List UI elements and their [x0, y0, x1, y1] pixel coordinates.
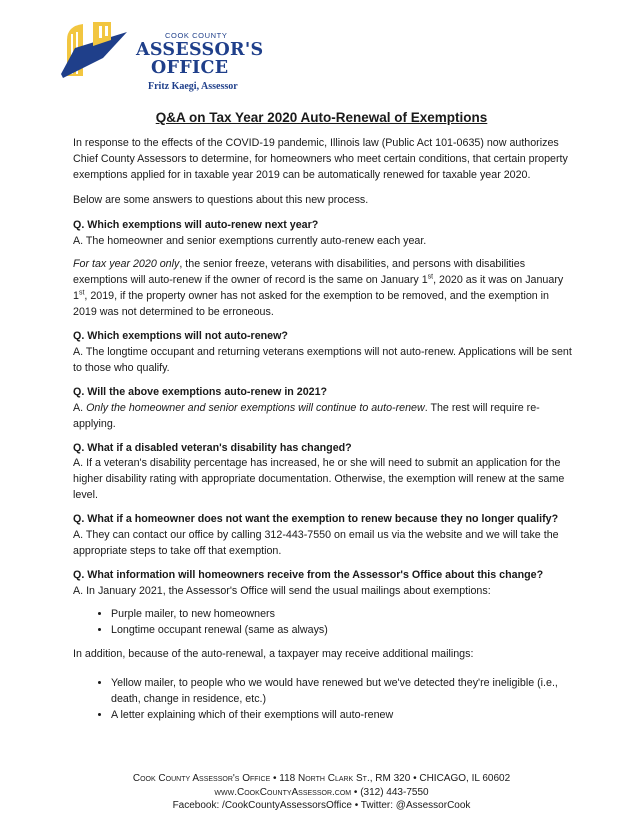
- list-item: • Purple mailer, to new homeowners: [111, 607, 573, 623]
- assessor-logo: [57, 18, 264, 96]
- footer-address: Cook County Assessor's Office • 118 North Clark St., RM 320 • CHICAGO, IL 60602: [132, 773, 511, 784]
- addition-paragraph: In addition, because of the auto-renewal, a taxpayer may receive additional mailings:: [73, 648, 474, 661]
- answer-1: A. The homeowner and senior exemptions currently auto-renew each year.: [73, 234, 427, 247]
- footer-social: Facebook: /CookCountyAssessorsOffice • Twitter: @AssessorCook: [172, 800, 471, 811]
- question-3: Q. Will the above exemptions auto-renew in 2021?: [73, 385, 328, 398]
- answer-3: A. Only the homeowner and senior exemptions will continue to auto-renew. The rest will require re-applying.: [73, 401, 540, 430]
- document-body: [73, 136, 573, 733]
- footer-website-phone: www.CookCountyAssessor.com • (312) 443-7550: [214, 786, 429, 798]
- list-item: • Longtime occupant renewal (same as always): [111, 623, 573, 639]
- question-6: Q. What information will homeowners receive from the Assessor's Office about this change?: [73, 568, 544, 581]
- question-5: Q. What if a homeowner does not want the exemption to renew because they no longer qualify?: [73, 513, 559, 526]
- below-paragraph: Below are some answers to questions about this new process.: [73, 193, 369, 206]
- building-logo-icon: [57, 18, 137, 80]
- answer-4: A. If a veteran's disability percentage has increased, he or she will need to submit an application for the higher disability rating with appropriate documentation. Otherwise, the exemption will renew at the same level.: [73, 457, 565, 502]
- answer-2: A. The longtime occupant and returning veterans exemptions will not auto-renew. Applications will be sent to those who qualify.: [73, 345, 572, 374]
- answer-1-note: For tax year 2020 only, the senior freeze, veterans with disabilities, and persons with disabilities exemptions will auto-renew if the owner of record is the same on January 1st, 2020 as it was on January 1st, 2019, if the property owner has not asked for the exemption to be removed, and the exemption in 2019 was not determined to be erroneous.: [73, 258, 564, 319]
- list-item: • Yellow mailer, to people who we would have renewed but we've detected they're ineligible (i.e., death, change in residence, etc.): [111, 676, 573, 708]
- answer-5: A. They can contact our office by calling 312-443-7550 on email us via the website and we will take the appropriate steps to take off that exemption.: [73, 529, 559, 557]
- intro-paragraph: In response to the effects of the COVID-19 pandemic, Illinois law (Public Act 101-0635) now authorizes Chief County Assessors to determine, for homeowners who meet certain conditions, that certain property exemptions applied for in taxable year 2019 can be automatically renewed for taxable year 2020.: [73, 137, 568, 181]
- list-item: • A letter explaining which of their exemptions will auto-renew: [111, 708, 573, 724]
- logo-name-line2: OFFICE: [151, 58, 229, 78]
- question-1: Q. Which exemptions will auto-renew next year?: [73, 218, 319, 231]
- mailings-list: [73, 607, 573, 639]
- additional-mailings-list: [73, 676, 573, 724]
- logo-assessor-name: Fritz Kaegi, Assessor: [148, 81, 238, 92]
- question-4: Q. What if a disabled veteran's disability has changed?: [73, 441, 352, 454]
- logo-name-line1: ASSESSOR'S: [136, 40, 264, 60]
- answer-6: A. In January 2021, the Assessor's Office will send the usual mailings about exemptions:: [73, 584, 491, 597]
- question-2: Q. Which exemptions will not auto-renew?: [73, 330, 288, 343]
- logo-county-text: COOK COUNTY: [165, 31, 228, 40]
- page-footer: [0, 772, 643, 813]
- page-title: Q&A on Tax Year 2020 Auto-Renewal of Exemptions: [155, 110, 488, 125]
